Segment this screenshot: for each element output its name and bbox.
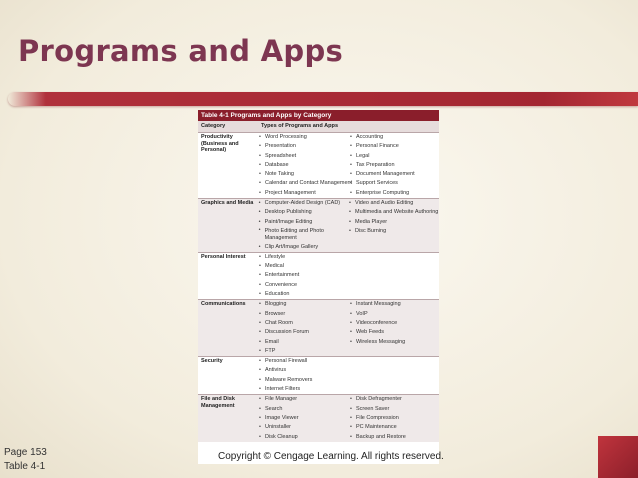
list-item: • Disk Cleanup [258, 433, 347, 442]
list-item: • Videoconference [349, 319, 437, 328]
row-col2 [349, 357, 439, 394]
list-item: • Tax Preparation [349, 161, 437, 170]
table-row [198, 132, 439, 198]
row-category: Personal Interest [201, 253, 246, 260]
list-item: • Malware Removers [258, 376, 347, 385]
list-item: • Uninstaller [258, 423, 347, 432]
list-item: • Education [258, 290, 347, 299]
table-header-row [198, 121, 439, 132]
table-reference: Table 4-1 [4, 461, 46, 472]
row-category: File and Disk Management [201, 396, 235, 409]
footer-reference [4, 446, 47, 474]
copyright-notice: Copyright © Cengage Learning. All rights reserved. [218, 451, 444, 462]
programs-table [198, 110, 439, 464]
list-item: • Computer-Aided Design (CAD) [258, 199, 346, 208]
list-item: • Disc Burning [348, 227, 437, 236]
list-item: • Media Player [348, 218, 437, 227]
corner-accent [598, 436, 638, 478]
list-item: • Medical [258, 262, 347, 271]
row-category: Graphics and Media [201, 200, 254, 207]
list-item: • Instant Messaging [349, 300, 437, 309]
list-item: • PC Maintenance [349, 423, 437, 432]
row-category: Security [201, 358, 223, 365]
list-item: • FTP [258, 347, 347, 356]
row-category: Communications [201, 301, 246, 308]
list-item: • Support Services [349, 179, 437, 188]
list-item: • Personal Finance [349, 142, 437, 151]
table-title: Table 4-1 Programs and Apps by Category [198, 110, 439, 121]
list-item: • VoIP [349, 310, 437, 319]
row-category: Productivity (Business and Personal) [201, 134, 239, 153]
list-item: • Clip Art/Image Gallery [258, 243, 346, 252]
list-item: • File Compression [349, 414, 437, 423]
list-item: • Disk Defragmenter [349, 395, 437, 404]
list-item: • Calendar and Contact Management [258, 179, 347, 188]
row-col1 [258, 133, 353, 198]
table-row [198, 252, 439, 299]
row-col1 [258, 199, 348, 252]
row-col1 [258, 357, 349, 394]
list-item: • Paint/Image Editing [258, 218, 346, 227]
row-col2 [349, 395, 439, 441]
row-col1 [258, 395, 349, 441]
header-category: Category [201, 123, 226, 129]
list-item: • Wireless Messaging [349, 338, 437, 347]
row-col2 [349, 300, 439, 356]
table-row [198, 299, 439, 356]
title-divider-bar [8, 92, 638, 106]
list-item: • Antivirus [258, 366, 347, 375]
row-col2 [349, 253, 439, 299]
table-row [198, 394, 439, 441]
list-item: • Word Processing [258, 133, 347, 142]
row-col2 [348, 199, 439, 252]
list-item: • Chat Room [258, 319, 347, 328]
list-item: • Web Feeds [349, 328, 437, 337]
list-item: • File Manager [258, 395, 347, 404]
page-reference: Page 153 [4, 447, 47, 458]
row-col2 [349, 133, 439, 198]
list-item: • Document Management [349, 170, 437, 179]
table-body [198, 132, 439, 442]
list-item: • Note Taking [258, 170, 347, 179]
list-item: • Enterprise Computing [349, 189, 437, 198]
list-item: • Personal Firewall [258, 357, 347, 366]
list-item: • Search [258, 405, 347, 414]
table-row [198, 198, 439, 252]
list-item: • Backup and Restore [349, 433, 437, 442]
list-item: • Project Management [258, 189, 347, 198]
list-item: • Multimedia and Website Authoring [348, 208, 437, 217]
slide-title: Programs and Apps [18, 34, 344, 68]
list-item: • Screen Saver [349, 405, 437, 414]
list-item: • Photo Editing and Photo Management [258, 227, 346, 243]
list-item: • Desktop Publishing [258, 208, 346, 217]
row-col1 [258, 300, 349, 356]
list-item: • Accounting [349, 133, 437, 142]
list-item: • Legal [349, 152, 437, 161]
list-item: • Presentation [258, 142, 347, 151]
list-item: • Image Viewer [258, 414, 347, 423]
row-col1 [258, 253, 349, 299]
header-types: Types of Programs and Apps [261, 123, 339, 129]
list-item: • Video and Audio Editing [348, 199, 437, 208]
list-item: • Browser [258, 310, 347, 319]
list-item: • Convenience [258, 281, 347, 290]
list-item: • Blogging [258, 300, 347, 309]
list-item: • Spreadsheet [258, 152, 347, 161]
list-item: • Email [258, 338, 347, 347]
list-item: • Internet Filters [258, 385, 347, 394]
list-item: • Entertainment [258, 271, 347, 280]
list-item: • Lifestyle [258, 253, 347, 262]
table-row [198, 356, 439, 394]
list-item: • Discussion Forum [258, 328, 347, 337]
list-item: • Database [258, 161, 347, 170]
